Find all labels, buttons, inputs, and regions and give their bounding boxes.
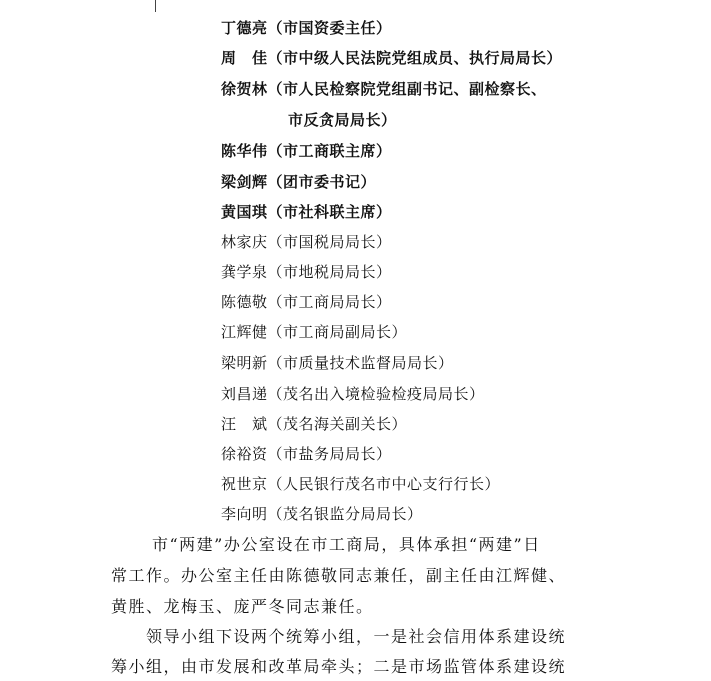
member-role: （人民银行茂名市中心支行行长） xyxy=(267,475,501,493)
member-name: 刘昌递 xyxy=(221,385,268,403)
member-name: 陈德敬 xyxy=(221,293,268,311)
member-name: 龚学泉 xyxy=(221,263,268,281)
member-role: （市国税局局长） xyxy=(267,233,392,251)
member-line xyxy=(221,141,392,161)
member-line xyxy=(221,172,376,192)
member-line xyxy=(221,322,407,342)
member-name: 周 佳 xyxy=(221,49,268,67)
member-role: （茂名海关副关长） xyxy=(267,415,408,433)
member-name: 陈华伟 xyxy=(221,142,268,160)
member-name: 汪 斌 xyxy=(221,415,268,433)
member-name: 林家庆 xyxy=(221,233,268,251)
member-line xyxy=(221,18,392,38)
paragraph-line: 常工作。办公室主任由陈德敬同志兼任，副主任由江辉健、 xyxy=(111,566,567,585)
member-name: 黄国琪 xyxy=(221,203,268,221)
member-name: 徐裕资 xyxy=(221,445,268,463)
scan-border-fragment xyxy=(0,0,156,12)
member-line xyxy=(221,474,500,494)
member-line xyxy=(221,202,392,222)
member-role: （市工商联主席） xyxy=(267,142,392,160)
member-name: 李向明 xyxy=(221,505,268,523)
member-name: 梁明新 xyxy=(221,354,268,372)
member-role: （市社科联主席） xyxy=(267,203,392,221)
member-line xyxy=(221,353,454,373)
member-line xyxy=(221,48,562,68)
member-role: （市质量技术监督局局长） xyxy=(267,354,454,372)
member-line-continuation xyxy=(288,110,397,130)
member-role: （市地税局局长） xyxy=(267,263,392,281)
member-role: （市盐务局局长） xyxy=(267,445,392,463)
member-name: 梁剑辉 xyxy=(221,173,268,191)
member-line xyxy=(221,292,392,312)
paragraph-line: 领导小组下设两个统筹小组，一是社会信用体系建设统 xyxy=(146,627,567,646)
paragraph-line: 市“两建”办公室设在市工商局，具体承担“两建”日 xyxy=(152,535,541,554)
member-line xyxy=(221,384,485,404)
member-role: （市国资委主任） xyxy=(267,19,392,37)
member-name: 徐贺林 xyxy=(221,80,268,98)
member-role: （茂名银监分局局长） xyxy=(267,505,423,523)
member-role: （茂名出入境检验检疫局局长） xyxy=(267,385,485,403)
member-name: 祝世京 xyxy=(221,475,268,493)
member-role: 市反贪局局长） xyxy=(288,111,397,129)
member-line xyxy=(221,414,407,434)
member-role: （市中级人民法院党组成员、执行局局长） xyxy=(267,49,563,67)
member-line xyxy=(221,444,392,464)
member-line xyxy=(221,504,423,524)
member-line xyxy=(221,232,392,252)
paragraph-line: 黄胜、龙梅玉、庞严冬同志兼任。 xyxy=(111,597,374,616)
member-line xyxy=(221,262,392,282)
member-role: （市工商局局长） xyxy=(267,293,392,311)
member-role: （市人民检察院党组副书记、副检察长、 xyxy=(267,80,547,98)
member-role: （团市委书记） xyxy=(267,173,377,191)
member-line xyxy=(221,79,547,99)
member-name: 丁德亮 xyxy=(221,19,268,37)
member-role: （市工商局副局长） xyxy=(267,323,408,341)
member-name: 江辉健 xyxy=(221,323,268,341)
paragraph-line: 筹小组，由市发展和改革局牵头；二是市场监管体系建设统 xyxy=(111,657,567,676)
